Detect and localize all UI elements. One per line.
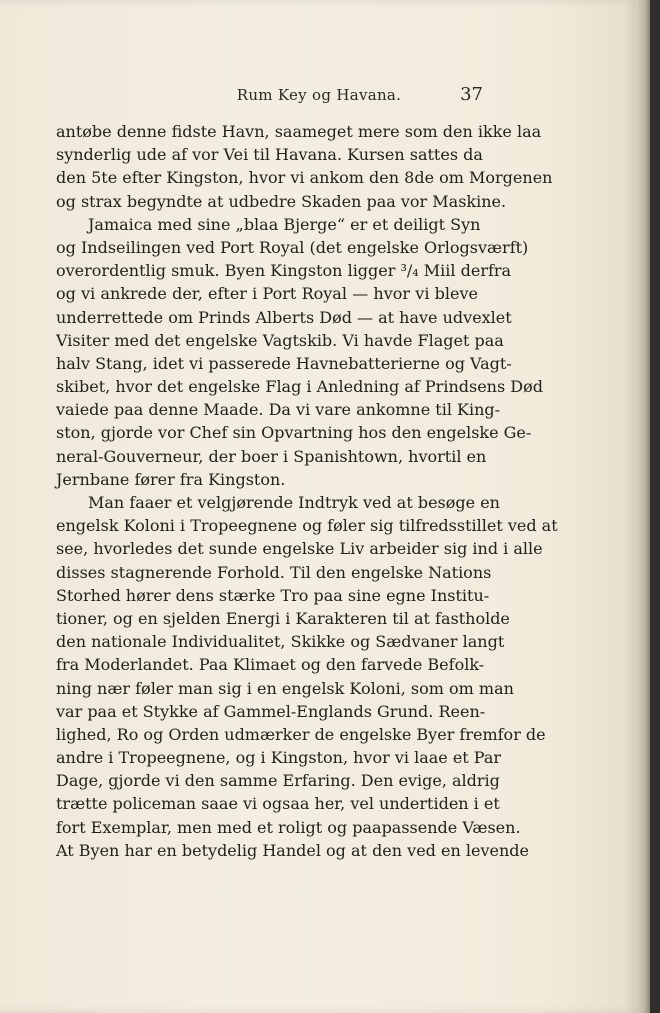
- text-line: fra Moderlandet. Paa Klimaet og den farvede Befolk-: [56, 655, 485, 675]
- text-line: lighed, Ro og Orden udmærker de engelske Byer fremfor de: [56, 724, 546, 744]
- text-line: Visiter med det engelske Vagtskib. Vi havde Flaget paa: [56, 330, 504, 350]
- text-line: overordentlig smuk. Byen Kingston ligger ³/₄ Miil derfra: [56, 261, 512, 281]
- running-head: Rum Key og Havana.: [236, 86, 402, 104]
- text-line: Dage, gjorde vi den samme Erfaring. Den evige, aldrig: [56, 771, 500, 791]
- text-line: og Indseilingen ved Port Royal (det engelske Orlogsværft): [56, 237, 529, 257]
- text-line: engelsk Koloni i Tropeegnene og føler sig tilfredsstillet ved at: [56, 516, 558, 536]
- page-header: [0, 86, 638, 110]
- page-number: 37: [460, 84, 483, 105]
- text-line: disses stagnerende Forhold. Til den engelske Nations: [56, 562, 492, 582]
- text-line: trætte policeman saae vi ogsaa her, vel undertiden i et: [56, 794, 500, 814]
- text-line: ning nær føler man sig i en engelsk Koloni, som om man: [56, 678, 514, 698]
- text-line: andre i Tropeegnene, og i Kingston, hvor vi laae et Par: [56, 748, 502, 768]
- text-line: Jernbane fører fra Kingston.: [56, 469, 286, 489]
- text-line: den 5te efter Kingston, hvor vi ankom den 8de om Morgenen: [56, 168, 553, 188]
- book-binding: [650, 0, 660, 1013]
- text-line: og vi ankrede der, efter i Port Royal — hvor vi bleve: [56, 284, 478, 304]
- text-line: ston, gjorde vor Chef sin Opvartning hos den engelske Ge-: [56, 423, 532, 443]
- text-line: halv Stang, idet vi passerede Havnebatterierne og Vagt-: [56, 353, 512, 373]
- text-line: antøbe denne fidste Havn, saameget mere som den ikke laa: [56, 122, 542, 141]
- text-line: Jamaica med sine „blaa Bjerge“ er et deiligt Syn: [88, 214, 481, 234]
- text-line: den nationale Individualitet, Skikke og Sædvaner langt: [56, 632, 505, 652]
- text-line: neral-Gouverneur, der boer i Spanishtown, hvortil en: [56, 446, 487, 466]
- text-line: var paa et Stykke af Gammel-Englands Grund. Reen-: [56, 701, 486, 721]
- text-line: At Byen har en betydelig Handel og at den ved en levende: [56, 840, 529, 860]
- page-edge: [636, 0, 650, 1013]
- text-line: tioner, og en sjelden Energi i Karakteren til at fastholde: [56, 608, 510, 628]
- text-line: Storhed hører dens stærke Tro paa sine egne Institu-: [56, 585, 490, 605]
- text-line: Man faaer et velgjørende Indtryk ved at besøge en: [88, 493, 500, 512]
- text-line: synderlig ude af vor Vei til Havana. Kursen sattes da: [56, 145, 483, 165]
- text-line: vaiede paa denne Maade. Da vi vare ankomne til King-: [56, 400, 501, 420]
- text-line: fort Exemplar, men med et roligt og paapassende Væsen.: [56, 817, 521, 837]
- text-line: og strax begyndte at udbedre Skaden paa vor Maskine.: [56, 191, 507, 211]
- text-line: underrettede om Prinds Alberts Død — at have udvexlet: [56, 307, 512, 327]
- text-line: see, hvorledes det sunde engelske Liv arbeider sig ind i alle: [56, 539, 543, 559]
- body-text: [56, 120, 558, 862]
- text-line: skibet, hvor det engelske Flag i Anledning af Prindsens Død: [56, 377, 543, 397]
